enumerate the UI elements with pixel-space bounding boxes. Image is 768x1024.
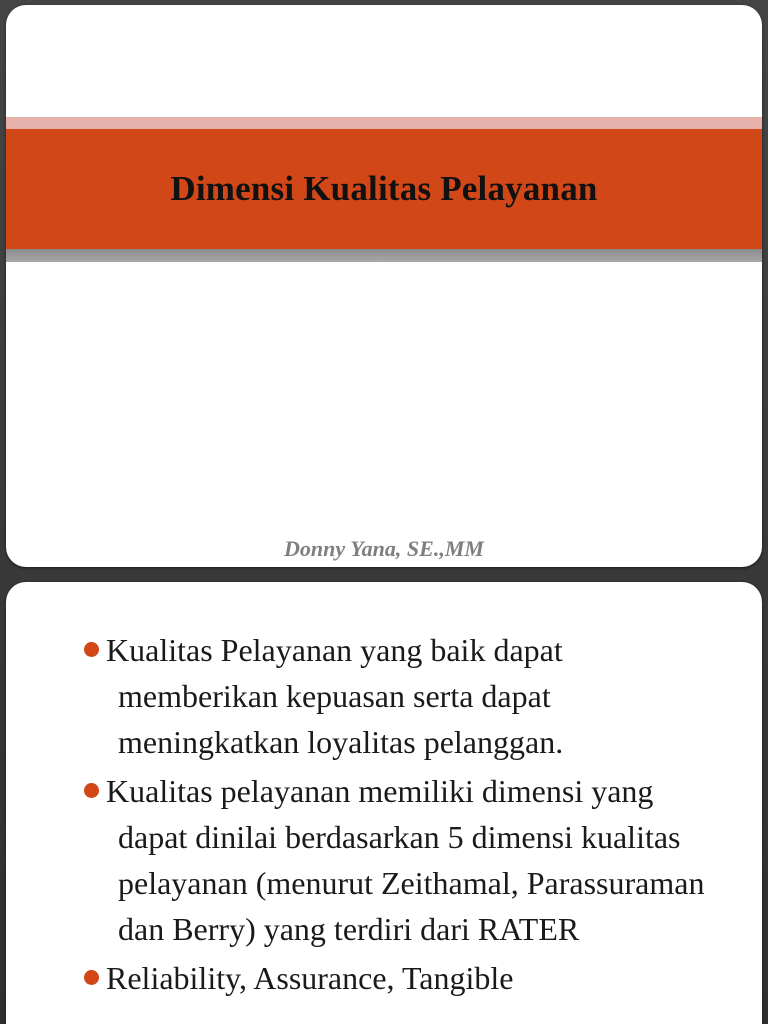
title-band-shadow-stripe [6,249,762,262]
bullet-text: Kualitas Pelayanan yang baik dapat memberikan kepuasan serta dapat meningkatkan loyalitas pelanggan. [106,632,564,760]
bullet-dot-icon [84,970,99,985]
bullet-text: Reliability, Assurance, Tangible [106,960,514,996]
author-name: Donny Yana, SE.,MM [284,536,484,561]
title-band-main [6,129,762,249]
slide-title: Dimensi Kualitas Pelayanan [170,169,598,208]
title-band [6,117,762,269]
title-band-top-stripe [6,117,762,129]
slide-2[interactable] [6,582,762,1024]
bullet-item [84,768,724,952]
bullet-text: Kualitas pelayanan memiliki dimensi yang dapat dinilai berdasarkan 5 dimensi kualitas pelayanan (menurut Zeithamal, Parassuraman dan Berry) yang terdiri dari RATER [106,773,705,947]
bullet-list [84,627,724,1004]
bullet-dot-icon [84,783,99,798]
slide-1[interactable] [6,5,762,567]
bullet-item [84,955,724,1001]
bullet-dot-icon [84,642,99,657]
bullet-item [84,627,724,765]
